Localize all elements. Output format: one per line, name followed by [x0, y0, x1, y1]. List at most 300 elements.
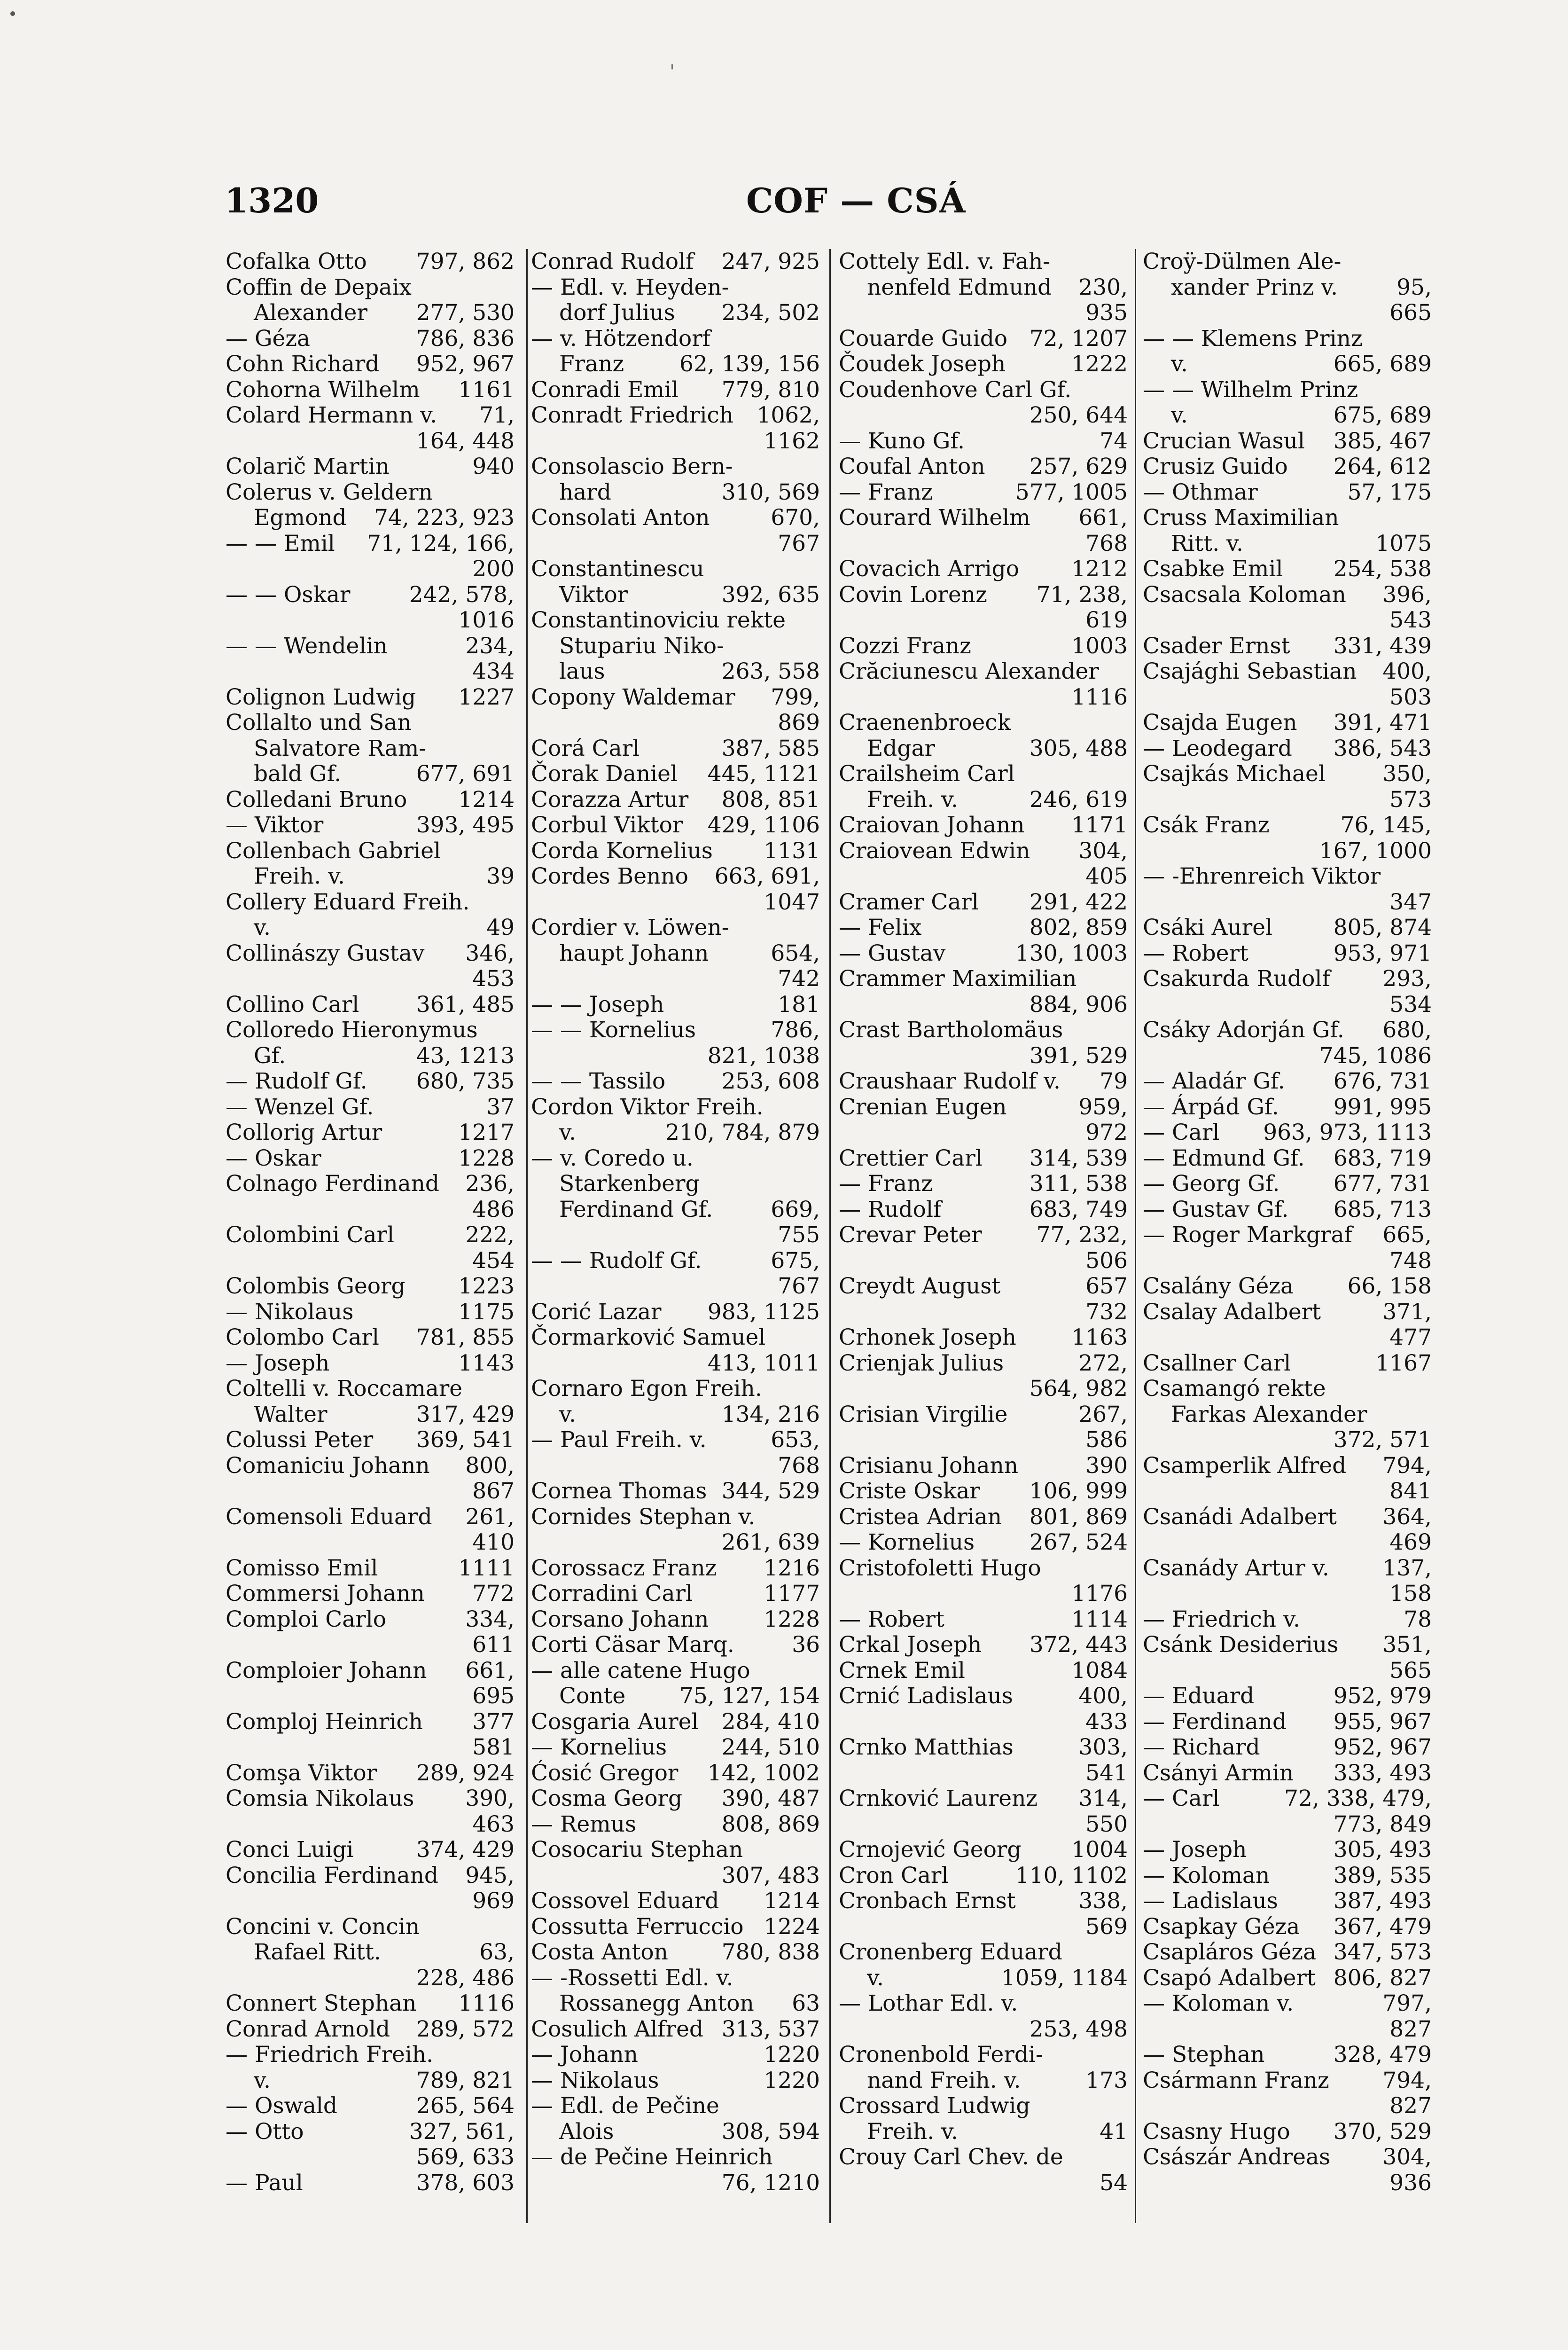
index-entry [531, 1735, 820, 1761]
entry-page-numbers: 338, [1078, 1888, 1128, 1914]
index-entry [226, 249, 515, 275]
index-entry [226, 505, 515, 531]
entry-page-numbers: 677, 691 [416, 761, 515, 787]
index-entry [531, 1684, 820, 1709]
index-entry [226, 813, 515, 838]
index-entry [839, 1197, 1128, 1223]
entry-page-numbers: 253, 608 [721, 1068, 820, 1094]
entry-page-numbers: 959, [1078, 1094, 1128, 1120]
index-entry [1143, 1914, 1432, 1940]
entry-name: — Paul [226, 2170, 303, 2196]
index-entry [226, 1120, 515, 1146]
index-entry [839, 710, 1128, 736]
entry-name: v. [254, 915, 271, 940]
entry-name: Freih. v. [867, 2118, 958, 2145]
entry-name: — Viktor [226, 812, 324, 838]
entry-name: Cornea Thomas [531, 1478, 707, 1504]
entry-page-numbers: 955, 967 [1333, 1708, 1432, 1735]
entry-page-numbers: 257, 629 [1029, 454, 1128, 479]
entry-page-numbers: 314, [1078, 1786, 1128, 1811]
entry-name: Crienjak Julius [839, 1350, 1004, 1376]
index-entry [531, 1069, 820, 1095]
entry-name: — Koloman [1143, 1862, 1270, 1888]
entry-page-numbers: 386, 543 [1333, 735, 1432, 761]
entry-page-numbers: 72, 1207 [1029, 325, 1128, 352]
entry-name: Csapláros Géza [1143, 1939, 1317, 1965]
index-entry [531, 915, 820, 941]
entry-name: Colledani Bruno [226, 786, 407, 813]
entry-name: Ferdinand Gf. [559, 1196, 713, 1222]
index-entry [1143, 531, 1432, 557]
index-entry [839, 2093, 1128, 2119]
entry-name: Cristea Adrian [839, 1504, 1002, 1530]
entry-name: Csajda Eugen [1143, 710, 1297, 736]
entry-page-numbers: 79 [1100, 1068, 1128, 1094]
index-entry [226, 326, 515, 352]
entry-name: Corá Carl [531, 735, 640, 761]
index-entry [531, 1837, 820, 1863]
entry-page-numbers: 62, 139, 156 [679, 351, 820, 377]
entry-name: Cossovel Eduard [531, 1888, 719, 1914]
entry-name: — Ferdinand [1143, 1708, 1287, 1735]
entry-name: Colard Hermann v. [226, 402, 437, 428]
entry-continuation [531, 531, 820, 557]
entry-page-numbers: 586 [1085, 1427, 1128, 1453]
index-entry [226, 941, 515, 967]
entry-page-numbers: 210, 784, 879 [665, 1120, 820, 1145]
index-entry [531, 1914, 820, 1940]
index-entry [226, 1940, 515, 1966]
entry-page-numbers: 333, 493 [1333, 1760, 1432, 1786]
entry-name: Csabke Emil [1143, 556, 1283, 582]
index-entry [531, 992, 820, 1018]
entry-name: Csanády Artur v. [1143, 1555, 1329, 1581]
entry-page-numbers: 313, 537 [721, 2016, 820, 2042]
index-entry [1143, 249, 1432, 275]
entry-page-numbers: 344, 529 [721, 1478, 820, 1504]
entry-page-numbers: 308, 594 [721, 2118, 820, 2145]
entry-name: Crhonek Joseph [839, 1324, 1016, 1350]
entry-page-numbers: 675, 689 [1333, 402, 1432, 428]
entry-page-numbers: 351, [1382, 1632, 1432, 1658]
entry-page-numbers: 303, [1078, 1734, 1128, 1760]
entry-page-numbers: 936 [1389, 2170, 1432, 2196]
entry-name: Cossutta Ferruccio [531, 1913, 744, 1940]
entry-continuation [1143, 838, 1432, 864]
index-entry [531, 1761, 820, 1786]
entry-page-numbers: 63 [792, 1990, 820, 2016]
index-entry [1143, 813, 1432, 838]
entry-page-numbers: 1161 [458, 376, 515, 403]
entry-name: Čormarković Samuel [531, 1324, 766, 1350]
entry-page-numbers: 773, 849 [1333, 1811, 1432, 1837]
entry-continuation [839, 2170, 1128, 2196]
entry-continuation [839, 1761, 1128, 1786]
index-entry [226, 634, 515, 659]
entry-page-numbers: 247, 925 [721, 249, 820, 274]
entry-page-numbers: 76, 145, [1340, 812, 1432, 838]
entry-page-numbers: 392, 635 [721, 581, 820, 608]
entry-continuation [531, 429, 820, 454]
entry-name: Csánk Desiderius [1143, 1632, 1339, 1658]
entry-name: Conradi Emil [531, 376, 679, 403]
entry-continuation [839, 1581, 1128, 1607]
entry-name: Corsano Johann [531, 1606, 709, 1632]
entry-name: Walter [254, 1401, 328, 1427]
entry-name: Connert Stephan [226, 1990, 417, 2016]
index-entry [226, 1043, 515, 1069]
index-entry [226, 1607, 515, 1633]
entry-name: Commersi Johann [226, 1581, 425, 1606]
entry-page-numbers: 665 [1389, 300, 1432, 326]
index-entry [226, 1300, 515, 1325]
entry-name: — Friedrich v. [1143, 1606, 1300, 1632]
entry-page-numbers: 683, 719 [1333, 1145, 1432, 1171]
entry-name: Csapó Adalbert [1143, 1965, 1316, 1991]
entry-continuation [839, 403, 1128, 429]
entry-name: — Edl. de Pečine [531, 2093, 719, 2119]
index-entry [226, 1709, 515, 1735]
index-entry [531, 2119, 820, 2145]
entry-page-numbers: 565 [1389, 1657, 1432, 1684]
entry-page-numbers: 611 [472, 1632, 515, 1658]
index-entry [1143, 1300, 1432, 1325]
entry-continuation [226, 1966, 515, 1991]
index-entry [839, 813, 1128, 838]
index-entry [226, 1837, 515, 1863]
entry-page-numbers: 797, [1382, 1990, 1432, 2016]
entry-name: Cron Carl [839, 1862, 949, 1888]
index-entry [1143, 1607, 1432, 1633]
entry-name: Craenenbroeck [839, 710, 1011, 736]
entry-page-numbers: 347 [1389, 889, 1432, 915]
index-entry [1143, 1863, 1432, 1889]
index-entry [839, 659, 1128, 685]
entry-page-numbers: 806, 827 [1333, 1965, 1432, 1991]
entry-continuation [226, 608, 515, 634]
index-entry [226, 403, 515, 429]
entry-name: — Edmund Gf. [1143, 1145, 1305, 1171]
entry-continuation [1143, 2017, 1432, 2043]
entry-page-numbers: 314, 539 [1029, 1145, 1128, 1171]
index-entry [1143, 966, 1432, 992]
index-entry [839, 556, 1128, 582]
entry-name: Colignon Ludwig [226, 684, 416, 710]
entry-continuation [226, 1812, 515, 1838]
entry-page-numbers: 767 [778, 1273, 820, 1299]
entry-continuation [839, 864, 1128, 890]
index-entry [1143, 1376, 1432, 1402]
entry-page-numbers: 254, 538 [1333, 556, 1432, 582]
page-number: 1320 [225, 180, 319, 220]
entry-page-numbers: 683, 749 [1029, 1196, 1128, 1222]
index-entry [839, 1632, 1128, 1658]
index-entry [531, 787, 820, 813]
entry-page-numbers: 66, 158 [1347, 1273, 1432, 1299]
entry-name: Csármann Franz [1143, 2067, 1329, 2093]
entry-name: — — Tassilo [531, 1068, 666, 1094]
entry-page-numbers: 732 [1085, 1299, 1128, 1325]
index-entry [839, 1351, 1128, 1377]
entry-name: — Nikolaus [531, 2067, 659, 2093]
index-entry [226, 1761, 515, 1786]
entry-page-numbers: 293, [1382, 966, 1432, 992]
index-entry [1143, 1120, 1432, 1146]
entry-page-numbers: 755 [778, 1222, 820, 1248]
entry-name: v. [559, 1120, 576, 1145]
entry-name: Collalto und San [226, 710, 412, 736]
entry-name: Comploier Johann [226, 1657, 427, 1684]
entry-name: Conte [559, 1683, 626, 1709]
entry-page-numbers: 137, [1382, 1555, 1432, 1581]
entry-page-numbers: 884, 906 [1029, 991, 1128, 1018]
index-entry [839, 1991, 1128, 2017]
entry-name: — — Oskar [226, 581, 351, 608]
entry-name: — Johann [531, 2042, 638, 2068]
index-entry [839, 1069, 1128, 1095]
entry-continuation [839, 1427, 1128, 1453]
entry-page-numbers: 680, 735 [416, 1068, 515, 1094]
entry-name: Cordon Viktor Freih. [531, 1094, 764, 1120]
index-entry [1143, 1556, 1432, 1582]
entry-continuation [1143, 890, 1432, 916]
entry-page-numbers: 801, 869 [1029, 1504, 1128, 1530]
index-entry [1143, 1940, 1432, 1966]
index-entry [1143, 2119, 1432, 2145]
entry-continuation [839, 2017, 1128, 2043]
entry-continuation [531, 710, 820, 736]
entry-name: — Ladislaus [1143, 1888, 1278, 1914]
index-entry [1143, 2042, 1432, 2068]
entry-page-numbers: 786, 836 [416, 325, 515, 352]
index-entry [531, 1940, 820, 1966]
entry-name: Crusiz Guido [1143, 454, 1288, 479]
entry-page-numbers: 669, [771, 1196, 820, 1222]
index-entry [226, 2068, 515, 2094]
index-entry [226, 1095, 515, 1120]
entry-page-numbers: 1167 [1375, 1350, 1432, 1376]
entry-continuation [839, 1300, 1128, 1325]
entry-name: Craiovan Johann [839, 812, 1025, 838]
entry-continuation [226, 2145, 515, 2170]
index-entry [531, 1658, 820, 1684]
entry-continuation [1143, 300, 1432, 326]
index-entry [226, 864, 515, 890]
index-entry [226, 1504, 515, 1530]
entry-page-numbers: 1220 [764, 2042, 820, 2068]
entry-continuation [1143, 1530, 1432, 1556]
index-entry [531, 1171, 820, 1197]
entry-page-numbers: 377 [472, 1708, 515, 1735]
entry-name: Consolati Anton [531, 505, 710, 531]
index-entry [226, 2093, 515, 2119]
entry-page-numbers: 400, [1382, 658, 1432, 684]
entry-name: Coudenhove Carl Gf. [839, 376, 1072, 403]
index-entry [1143, 710, 1432, 736]
index-entry [1143, 582, 1432, 608]
page-title: COF — CSÁ [746, 180, 966, 220]
entry-name: Freih. v. [867, 786, 958, 813]
entry-name: hard [559, 479, 611, 505]
index-entry [531, 941, 820, 967]
index-entry [531, 1556, 820, 1582]
entry-name: haupt Johann [559, 940, 709, 966]
index-entry [839, 1837, 1128, 1863]
entry-name: — Kuno Gf. [839, 428, 965, 454]
entry-name: Csader Ernst [1143, 633, 1290, 659]
entry-name: Consolascio Bern- [531, 454, 733, 479]
index-entry [1143, 1837, 1432, 1863]
index-entry [839, 1658, 1128, 1684]
entry-name: Coufal Anton [839, 454, 985, 479]
index-entry [531, 1248, 820, 1274]
entry-name: v. [1171, 402, 1188, 428]
entry-page-numbers: 228, 486 [416, 1965, 515, 1991]
entry-continuation [1143, 1812, 1432, 1838]
entry-page-numbers: 371, [1382, 1299, 1432, 1325]
entry-page-numbers: 54 [1100, 2170, 1128, 2196]
index-entry [839, 941, 1128, 967]
index-entry [531, 1709, 820, 1735]
entry-page-numbers: 1216 [764, 1555, 820, 1581]
entry-page-numbers: 1004 [1071, 1837, 1128, 1863]
entry-name: Corbul Viktor [531, 812, 683, 838]
index-entry [531, 352, 820, 377]
entry-page-numbers: 261, 639 [721, 1529, 820, 1555]
index-entry [839, 1530, 1128, 1556]
entry-page-numbers: 385, 467 [1333, 428, 1432, 454]
index-entry [1143, 2145, 1432, 2170]
entry-page-numbers: 573 [1389, 786, 1432, 813]
entry-name: — Edl. v. Heyden- [531, 274, 729, 300]
entry-name: Crkal Joseph [839, 1632, 982, 1658]
index-entry [531, 454, 820, 480]
entry-continuation [1143, 1581, 1432, 1607]
entry-page-numbers: 393, 495 [416, 812, 515, 838]
entry-name: Cohorna Wilhelm [226, 376, 420, 403]
entry-page-numbers: 234, 502 [721, 300, 820, 326]
entry-page-numbers: 695 [472, 1683, 515, 1709]
entry-name: — Richard [1143, 1734, 1260, 1760]
index-entry [226, 1453, 515, 1479]
index-entry [531, 838, 820, 864]
entry-name: Cornides Stephan v. [531, 1504, 756, 1530]
index-entry [531, 659, 820, 685]
entry-page-numbers: 253, 498 [1029, 2016, 1128, 2042]
entry-page-numbers: 378, 603 [416, 2170, 515, 2196]
index-entry [1143, 761, 1432, 787]
entry-page-numbers: 1224 [764, 1913, 820, 1940]
entry-continuation [531, 890, 820, 916]
entry-page-numbers: 95, [1396, 274, 1432, 300]
index-entry [226, 1171, 515, 1197]
entry-name: Crnić Ladislaus [839, 1683, 1013, 1709]
entry-name: Corazza Artur [531, 786, 689, 813]
entry-name: Comsia Nikolaus [226, 1786, 414, 1811]
index-entry [1143, 1786, 1432, 1812]
entry-page-numbers: 246, 619 [1029, 786, 1128, 813]
index-entry [1143, 864, 1432, 890]
column-divider [526, 249, 528, 2223]
entry-name: Csáki Aurel [1143, 915, 1273, 940]
entry-continuation [531, 1043, 820, 1069]
entry-page-numbers: 264, 612 [1333, 454, 1432, 479]
entry-page-numbers: 63, [479, 1939, 515, 1965]
entry-name: v. [559, 1401, 576, 1427]
entry-page-numbers: 742 [778, 966, 820, 992]
index-entry [531, 864, 820, 890]
entry-name: Crisian Virgilie [839, 1401, 1008, 1427]
entry-page-numbers: 37 [486, 1094, 515, 1120]
entry-page-numbers: 935 [1085, 300, 1128, 326]
entry-page-numbers: 808, 851 [721, 786, 820, 813]
entry-page-numbers: 405 [1085, 863, 1128, 889]
entry-page-numbers: 454 [472, 1247, 515, 1274]
entry-page-numbers: 445, 1121 [707, 761, 820, 787]
entry-page-numbers: 945, [465, 1862, 515, 1888]
index-entry [531, 1581, 820, 1607]
entry-page-numbers: 767 [778, 530, 820, 556]
index-entry [839, 1966, 1128, 1991]
entry-name: — — Rudolf Gf. [531, 1247, 702, 1274]
entry-name: Cronbach Ernst [839, 1888, 1016, 1914]
entry-page-numbers: 71, 238, [1036, 581, 1128, 608]
index-entry [226, 2017, 515, 2043]
entry-continuation [1143, 2170, 1432, 2196]
entry-page-numbers: 827 [1389, 2016, 1432, 2042]
index-entry [226, 1863, 515, 1889]
entry-page-numbers: 370, 529 [1333, 2118, 1432, 2145]
index-entry [839, 966, 1128, 992]
index-entry [839, 634, 1128, 659]
entry-page-numbers: 400, [1078, 1683, 1128, 1709]
entry-page-numbers: 242, 578, [409, 581, 515, 608]
entry-continuation [531, 1863, 820, 1889]
entry-page-numbers: 653, [771, 1427, 820, 1453]
entry-name: Cozzi Franz [839, 633, 971, 659]
entry-name: Comşa Viktor [226, 1760, 377, 1786]
entry-name: Crettier Carl [839, 1145, 983, 1171]
index-entry [531, 326, 820, 352]
entry-page-numbers: 534 [1389, 991, 1432, 1018]
entry-page-numbers: 1075 [1375, 530, 1432, 556]
entry-name: — Kornelius [531, 1734, 667, 1760]
entry-page-numbers: 541 [1085, 1760, 1128, 1786]
entry-continuation [531, 2170, 820, 2196]
index-entry [226, 838, 515, 864]
entry-page-numbers: 334, [465, 1606, 515, 1632]
index-entry [1143, 275, 1432, 301]
entry-page-numbers: 794, [1382, 1452, 1432, 1479]
entry-page-numbers: 780, 838 [721, 1939, 820, 1965]
entry-name: Crnko Matthias [839, 1734, 1014, 1760]
entry-page-numbers: 361, 485 [416, 991, 515, 1018]
entry-name: — — Klemens Prinz [1143, 325, 1363, 352]
index-entry [839, 2119, 1128, 2145]
entry-page-numbers: 369, 541 [416, 1427, 515, 1453]
entry-page-numbers: 675, [771, 1247, 820, 1274]
entry-page-numbers: 236, [465, 1171, 515, 1197]
index-entry [531, 736, 820, 762]
entry-page-numbers: 1131 [764, 838, 820, 864]
entry-page-numbers: 284, 410 [721, 1708, 820, 1735]
entry-page-numbers: 1116 [458, 1990, 515, 2016]
entry-page-numbers: 506 [1085, 1247, 1128, 1274]
entry-name: — Carl [1143, 1120, 1220, 1145]
entry-name: Salvatore Ram- [254, 735, 427, 761]
entry-name: Crucian Wasul [1143, 428, 1305, 454]
entry-name: Crisianu Johann [839, 1452, 1019, 1479]
